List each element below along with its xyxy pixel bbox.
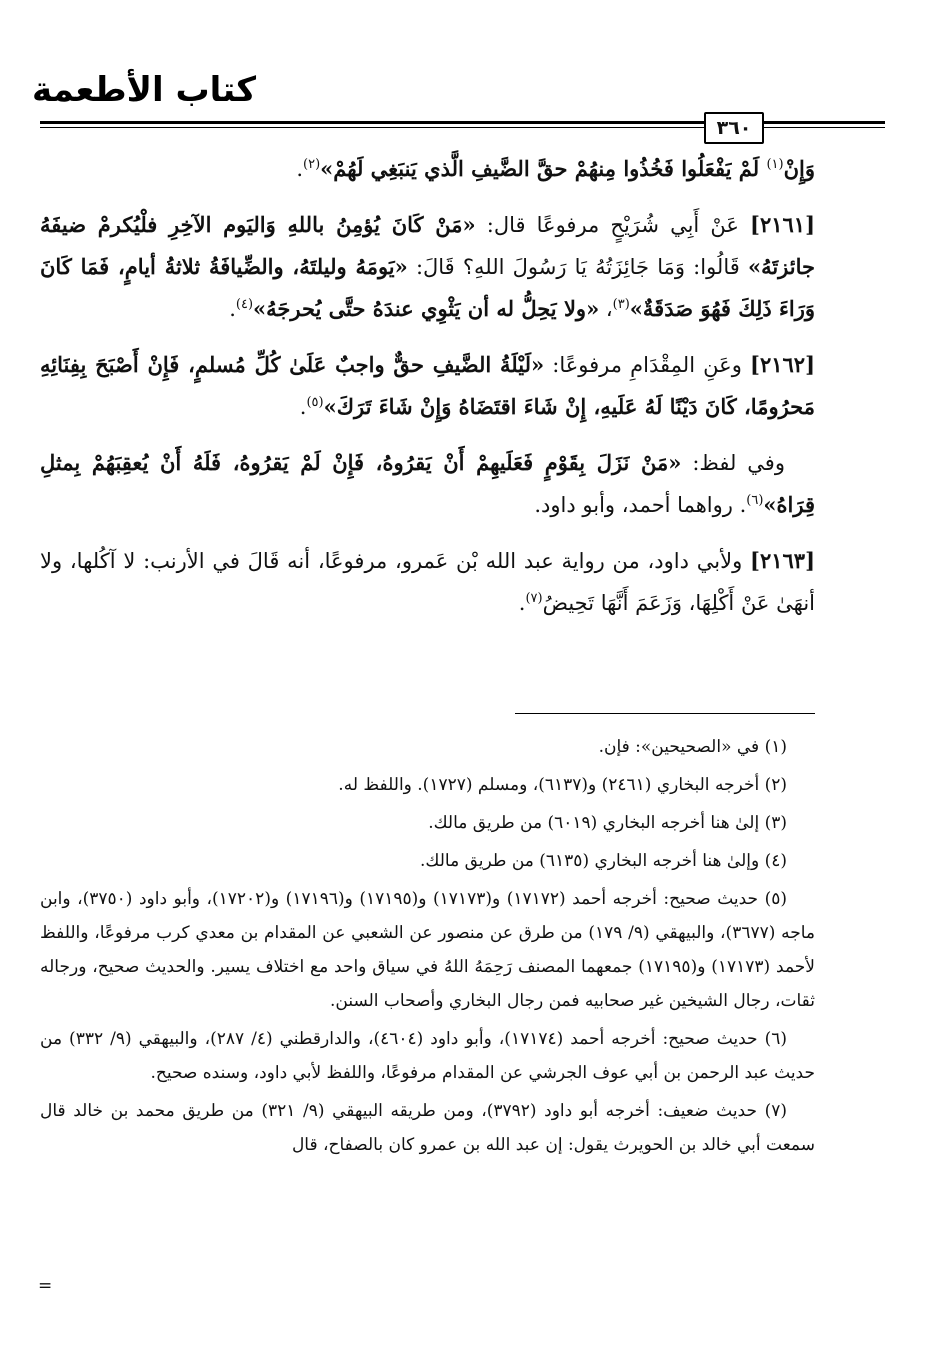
hadith-quote: «مَنْ نَزَلَ بِقَوْمٍ فَعَلَيهِمْ أَنْ يَقرُوهُ، فَإِنْ لَمْ يَقرُوهُ، فَلَهُ أَنْ يُعقِبَهُمْ بِمثلِ قِرَاهُ» — [40, 450, 815, 517]
book-title: كتاب الأطعمة — [32, 70, 257, 110]
footnote-7: (٧) حديث ضعيف: أخرجه أبو داود (٣٧٩٢)، ومن طريقه البيهقي (٩/ ٣٢١) من طريق محمد بن خالد قال سمعت أبي خالد بن الحويرث يقول: إن عبد الله بن عمرو كان بالصفاح، قال — [40, 1101, 815, 1155]
hadith-number: [٢١٦٣] — [750, 548, 815, 573]
footnote-ref: (٣) — [612, 297, 630, 312]
footnote-ref: (٧) — [525, 591, 543, 606]
hadith-quote: «لَيْلَةُ الضَّيفِ حقٌّ واجبٌ عَلَىٰ كُلِّ مُسلمٍ، فَإِنْ أَصْبَحَ بِفِنَائِهِ مَحرُومًا، كَانَ دَيْنًا لَهُ عَلَيهِ، إِنْ شَاءَ اقتَضَاهُ وَإِنْ شَاءَ تَرَكَ» — [40, 352, 815, 419]
hadith-2163: [٢١٦٣] ولأبي داود، من رواية عبد الله بْن عَمرو، مرفوعًا، أنه قَالَ في الأرنب: لا آكُلها، ولا أنهَىٰ عَنْ أَكْلِهَا، وَزَعَمَ أَنَّهَا تَحِيضُ$^{(٧)}$. — [40, 548, 815, 615]
footnote-ref: (١) — [766, 157, 784, 172]
footnote-separator — [515, 713, 815, 714]
footnote-2: (٢) أخرجه البخاري (٢٤٦١) و(٦١٣٧)، ومسلم (١٧٢٧). واللفظ له. — [338, 775, 787, 795]
hadith-quote: «مَنْ كَانَ يُؤمِنُ باللهِ وَاليَوم الآخِرِ فلْيُكرمْ ضيفَهُ جائزتَهُ» — [40, 212, 815, 279]
paragraph-continuation: وَإِنْ$^{(١)}$ لَمْ يَفْعَلُوا فَخُذُوا مِنهُمْ حقَّ الضَّيفِ الَّذي يَنبَغِي لَهُمْ»$^{(٢)}$. — [296, 156, 815, 181]
hadith-variant: وفي لفظ: «مَنْ نَزَلَ بِقَوْمٍ فَعَلَيهِمْ أَنْ يَقرُوهُ، فَإِنْ لَمْ يَقرُوهُ، فَلَهُ أَنْ يُعقِبَهُمْ بِمثلِ قِرَاهُ»$^{(٦)}$. رواهما أحمد، وأبو داود. — [40, 450, 815, 517]
main-text — [40, 148, 815, 638]
footnote-ref: (٤) — [235, 297, 254, 312]
continued-marker: = — [38, 1276, 53, 1296]
footnotes — [40, 730, 815, 1166]
footnote-5: (٥) حديث صحيح: أخرجه أحمد (١٧١٧٢) و(١٧١٧٣) و(١٧١٩٥) و(١٧١٩٦) و(١٧٢٠٢)، وأبو داود (٣٧٥٠)، وابن ماجه (٣٦٧٧)، والبيهقي (٩/ ١٧٩) من طرق عن منصور عن الشعبي عن المقدام بن معدي كرب مرفوعًا، واللفظ لأحمد (١٧١٧٣) و(١٧١٩٥) جمعهما المصنف رَحِمَهُ اللهُ في سياق واحد مع اختلاف يسير. والحديث صحيح، ورجاله ثقات، رجال الشيخين غير صحابيه فمن رجال البخاري وأصحاب السنن. — [40, 889, 815, 1011]
hadith-2162: [٢١٦٢] وعَنِ المِقْدَامِ مرفوعًا: «لَيْلَةُ الضَّيفِ حقٌّ واجبٌ عَلَىٰ كُلِّ مُسلمٍ، فَإِنْ أَصْبَحَ بِفِنَائِهِ مَحرُومًا، كَانَ دَيْنًا لَهُ عَلَيهِ، إِنْ شَاءَ اقتَضَاهُ وَإِنْ شَاءَ تَرَكَ»$^{(٥)}$. — [40, 352, 815, 419]
footnote-ref: (٢) — [303, 157, 321, 172]
hadith-quote: «ولا يَحِلُّ له أن يَثْوِي عندَهُ حتَّى يُحرجَهُ» — [253, 296, 600, 321]
hadith-number: [٢١٦٢] — [750, 352, 815, 377]
footnote-3: (٣) إلىٰ هنا أخرجه البخاري (٦٠١٩) من طريق مالك. — [428, 813, 787, 833]
footnote-ref: (٦) — [746, 493, 764, 508]
hadith-quote: «يَومَهُ وليلتَهُ، والضِّيافَةُ ثلاثةُ أيامٍ، فَمَا كَانَ وَرَاءَ ذَلِكَ فَهُوَ صَدَقَةٌ» — [40, 254, 815, 321]
footnote-4: (٤) وإلىٰ هنا أخرجه البخاري (٦١٣٥) من طريق مالك. — [420, 851, 787, 871]
hadith-number: [٢١٦١] — [750, 212, 815, 237]
page-number: ٣٦٠ — [704, 112, 764, 144]
footnote-ref: (٥) — [306, 395, 324, 410]
hadith-2161: [٢١٦١] عَنْ أَبِي شُرَيْحٍ مرفوعًا قال: «مَنْ كَانَ يُؤمِنُ باللهِ وَاليَوم الآخِرِ فلْيُكرمْ ضيفَهُ جائزتَهُ» قَالُوا: وَمَا جَائِزَتُهُ يَا رَسُولَ اللهِ؟ قَالَ: «يَومَهُ وليلتَهُ، والضِّيافَةُ ثلاثةُ أيامٍ، فَمَا كَانَ وَرَاءَ ذَلِكَ فَهُوَ صَدَقَةٌ»$^{(٣)}$، «ولا يَحِلُّ له أن يَثْوِي عندَهُ حتَّى يُحرجَهُ»$^{(٤)}$. — [40, 212, 815, 321]
footnote-1: (١) في «الصحيحين»: فإن. — [598, 737, 787, 757]
footnote-6: (٦) حديث صحيح: أخرجه أحمد (١٧١٧٤)، وأبو داود (٤٦٠٤)، والدارقطني (٤/ ٢٨٧)، والبيهقي (٩/ ٣٣٢) من حديث عبد الرحمن بن أبي عوف الجرشي عن المقدام مرفوعًا، واللفظ لأبي داود، وسنده صحيح. — [40, 1029, 815, 1083]
